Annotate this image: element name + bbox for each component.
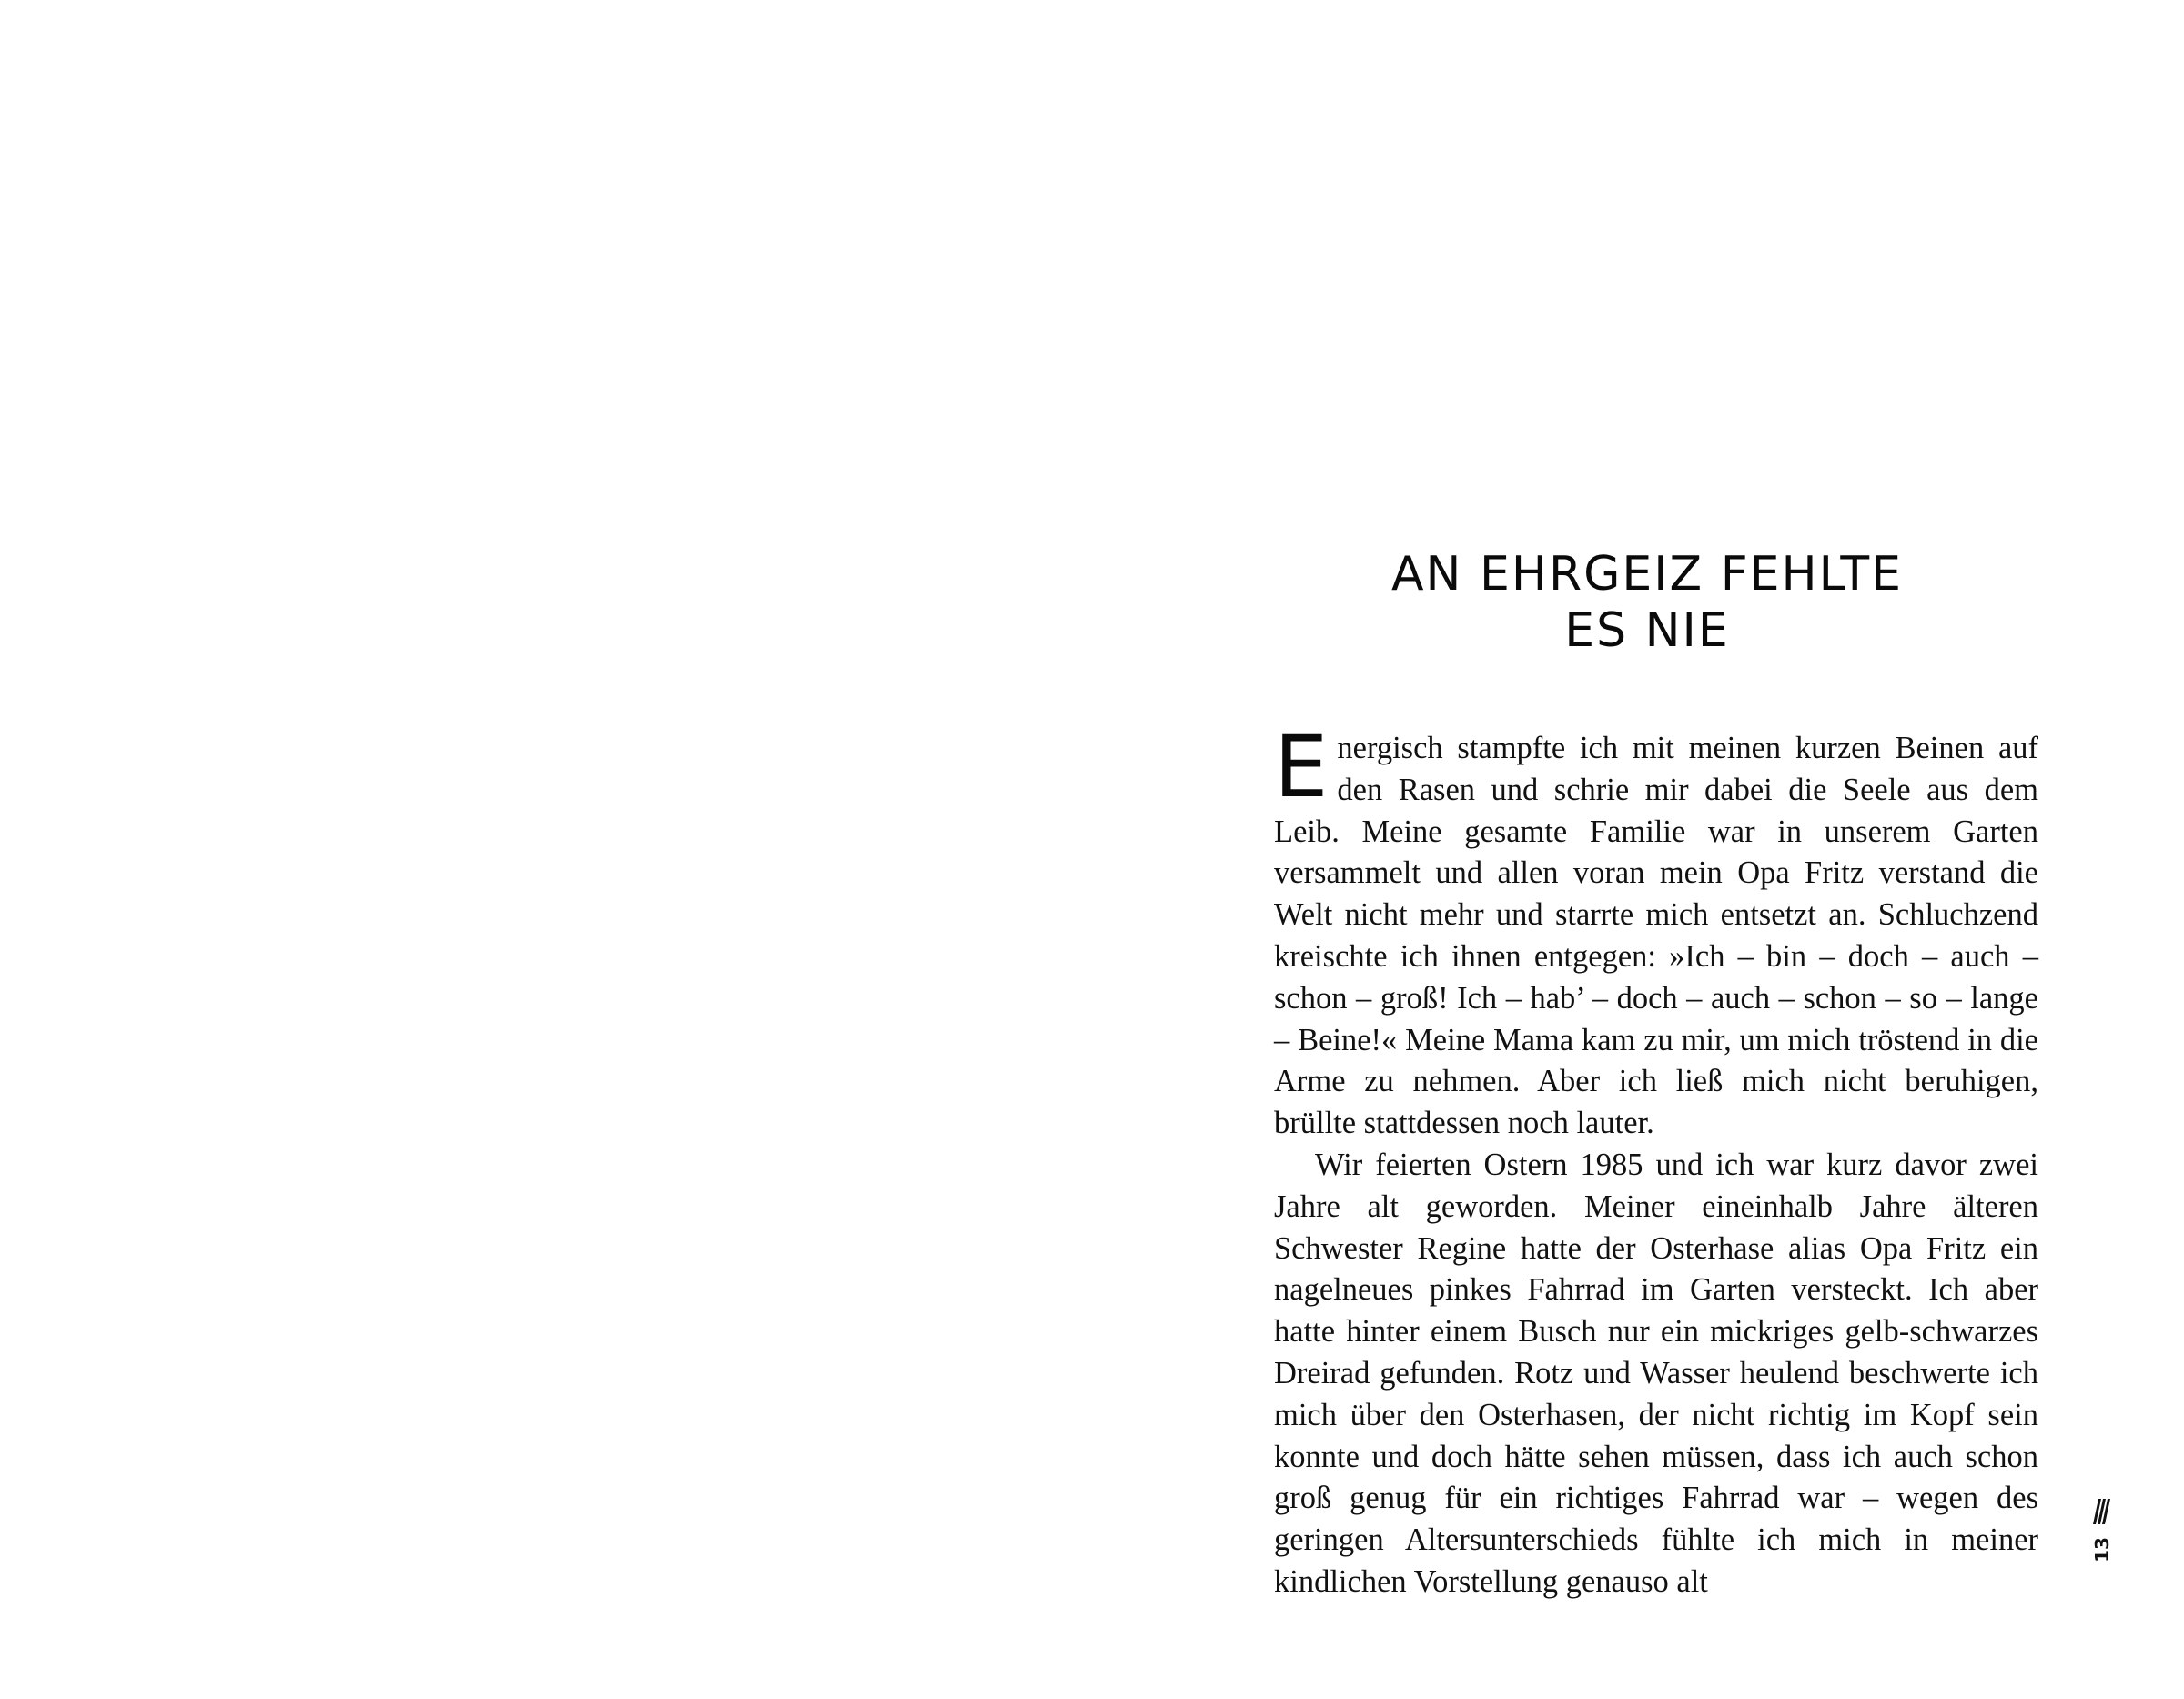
chapter-title-line-1: AN EHRGEIZ FEHLTE [1390, 547, 1904, 602]
drop-cap: E [1274, 718, 1329, 817]
chapter-title-line-2: ES NIE [1564, 603, 1730, 658]
folio-stripes-icon [2091, 1497, 2111, 1526]
folio [2084, 1497, 2120, 1570]
paragraph-2: Wir feierten Ostern 1985 und ich war kurz davor zwei Jahre alt geworden. Meiner eineinhalb Jahre älteren Schwester Regine hatte der Osterhase alias Opa Fritz ein nagelneues pinkes Fahrrad im Garten versteckt. Ich aber hatte hinter einem Busch nur ein mickriges gelb-schwarzes Dreirad gefunden. Rotz und Wasser heulend beschwerte ich mich über den Osterhasen, der nicht richtig im Kopf sein konnte und doch hätte sehen müssen, dass ich auch schon groß genug für ein richtiges Fahrrad war – wegen des geringen Altersunterschieds fühlte ich mich in meiner kindlichen Vorstellung genauso alt [1274, 1147, 2038, 1599]
paragraph-1 [1274, 718, 2038, 1145]
body-text [1274, 718, 2038, 1603]
page-number: 13 [2091, 1537, 2113, 1562]
paragraph-1-text: nergisch stampfte ich mit meinen kurzen Beinen auf den Rasen und schrie mir dabei die Seele aus dem Leib. Meine gesamte Familie war in unserem Garten versammelt und allen voran mein Opa Fritz verstand die Welt nicht mehr und starrte mich entsetzt an. Schluchzend kreischte ich ihnen entgegen: »Ich – bin – doch – auch – schon – groß! Ich – hab’ – doch – auch – schon – so – lange – Beine!« Meine Mama kam zu mir, um mich tröstend in die Arme zu nehmen. Aber ich ließ mich nicht beruhigen, brüllte stattdessen noch lauter. [1274, 731, 2038, 1141]
chapter-title [1238, 546, 2057, 659]
